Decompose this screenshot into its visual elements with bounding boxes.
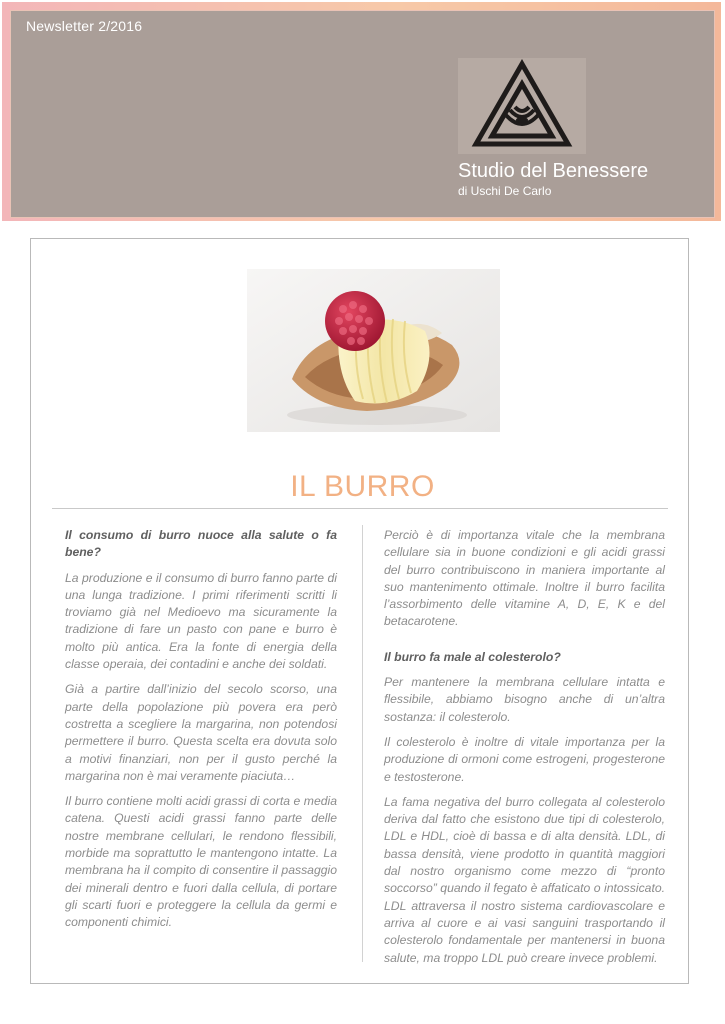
paragraph: Perciò è di importanza vitale che la membrana cellulare sia in buone condizioni e gli acidi grassi del burro contribuiscono in maniera importante al suo mantenimento ottimale. Inoltre il burro facilita l’assorbimento delle vitamine A, D, E, K e del betacarotene. — [384, 528, 665, 629]
header-band — [10, 10, 715, 218]
triangle-spiral-logo-icon — [458, 58, 586, 154]
paragraph: Il colesterolo è inoltre di vitale importanza per la produzione di ormoni come estrogeni, progesterone e testosterone. — [384, 734, 665, 784]
butter-raspberry-photo-icon — [247, 269, 500, 432]
studio-owner: di Uschi De Carlo — [458, 184, 552, 198]
left-column — [65, 527, 337, 940]
title-divider — [52, 508, 668, 509]
paragraph: Per mantenere la membrana cellulare intatta e flessibile, abbiamo bisogno anche di un’altra sostanza: il colesterolo. — [384, 675, 665, 724]
column-divider — [362, 525, 363, 962]
studio-title: Studio del Benessere — [458, 160, 649, 182]
right-column — [384, 527, 665, 975]
paragraph: La fama negativa del burro collegata al colesterolo deriva dal fatto che esistono due tipi di colesterolo, LDL e HDL, cioè di bassa e di alta densità. LDL, di bassa densità, viene prodotto in quantità maggiori dal nostro organismo come mezzo di “pronto soccorso” quando il fegato è affaticato o intossicato. LDL attraversa il nostro sistema cardiovascolare e arriva al cuore e ai vasi sanguini trasportando il colesterolo fondamentale per mantenersi in buona salute, ma troppo LDL può creare invece problemi. — [384, 794, 665, 965]
newsletter-label: Newsletter 2/2016 — [26, 18, 143, 34]
paragraph: Il burro contiene molti acidi grassi di corta e media catena. Questi acidi grassi fanno parte delle nostre membrane cellulari, le rendono flessibili, morbide ma soprattutto le mantengono intatte. La membrana ha il compito di consentire il passaggio dei minerali dentro e fuori dalla cellula, di portare gli scarti fuori e proteggere la cellula da germi e componenti chimici. — [65, 794, 337, 930]
paragraph: La produzione e il consumo di burro fanno parte di una lunga tradizione. I primi riferimenti scritti li troviamo già nel Medioevo ma sicuramente la tradizione di fare un pasto con pane e burro è molto più antica. Era la fonte di energia della classe operaia, dei contadini e anche dei soldati. — [65, 570, 337, 672]
question-heading: Il consumo di burro nuoce alla salute o fa bene? — [65, 528, 337, 560]
header-frame — [2, 2, 721, 221]
article-title: IL BURRO — [290, 470, 435, 503]
question-heading: Il burro fa male al colesterolo? — [384, 649, 561, 664]
paragraph: Già a partire dall’inizio del secolo scorso, una parte della popolazione più povera era però costretta a scegliere la margarina, non potendosi permettere il burro. Questa scelta era dovuta solo a motivi finanziari, non per il gusto perché la margarina non è mai veramente piaciuta… — [65, 682, 337, 783]
